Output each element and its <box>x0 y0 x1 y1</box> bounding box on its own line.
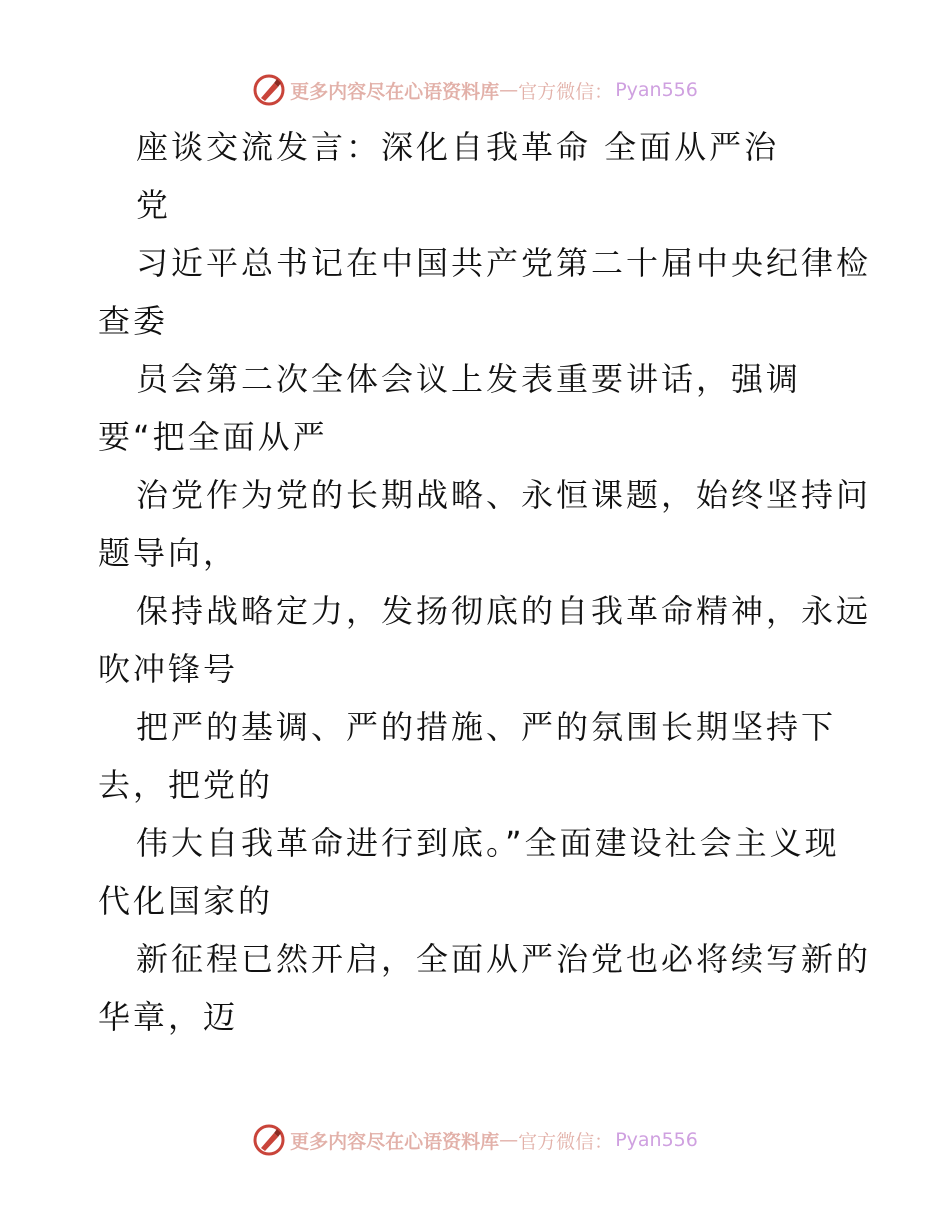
doc-text-line: 治党作为党的长期战略、永恒课题，始终坚持问 <box>136 476 872 514</box>
watermark-official-label: 官方微信： <box>518 1130 614 1153</box>
pen-logo-icon <box>252 73 286 107</box>
doc-text-line: 代化国家的 <box>98 882 274 920</box>
doc-text-line: 吹冲锋号 <box>98 650 239 688</box>
doc-text-line: 新征程已然开启，全面从严治党也必将续写新的 <box>136 940 872 978</box>
doc-text-line: 把严的基调、严的措施、严的氛围长期坚持下 <box>136 708 837 746</box>
doc-text-line: 伟大自我革命进行到底。”全面建设社会主义现 <box>136 824 840 862</box>
watermark-main-text: 更多内容尽在心语资料库 <box>290 80 500 103</box>
watermark-official-label: 官方微信： <box>518 80 614 103</box>
doc-title-line-1: 座谈交流发言：深化自我革命 全面从严治 <box>136 128 780 166</box>
watermark-dash: — <box>499 79 519 101</box>
watermark-handle: Pyan556 <box>615 79 698 101</box>
doc-title-line-2: 党 <box>136 186 172 224</box>
doc-text-line: 习近平总书记在中国共产党第二十届中央纪律检 <box>136 244 872 282</box>
doc-text-line: 保持战略定力，发扬彻底的自我革命精神，永远 <box>136 592 872 630</box>
footer-watermark <box>0 1120 950 1160</box>
doc-text-line: 查委 <box>98 302 169 340</box>
doc-text-line: 题导向， <box>98 534 239 572</box>
watermark-handle: Pyan556 <box>615 1129 698 1151</box>
doc-text-line: 去，把党的 <box>98 766 274 804</box>
pen-logo-icon <box>252 1123 286 1157</box>
header-watermark <box>0 70 950 110</box>
doc-text-line: 员会第二次全体会议上发表重要讲话，强调 <box>136 360 802 398</box>
watermark-main-text: 更多内容尽在心语资料库 <box>290 1130 500 1153</box>
watermark-dash: — <box>499 1129 519 1151</box>
doc-text-line: 要“把全面从严 <box>98 418 328 456</box>
doc-text-line: 华章，迈 <box>98 998 239 1036</box>
